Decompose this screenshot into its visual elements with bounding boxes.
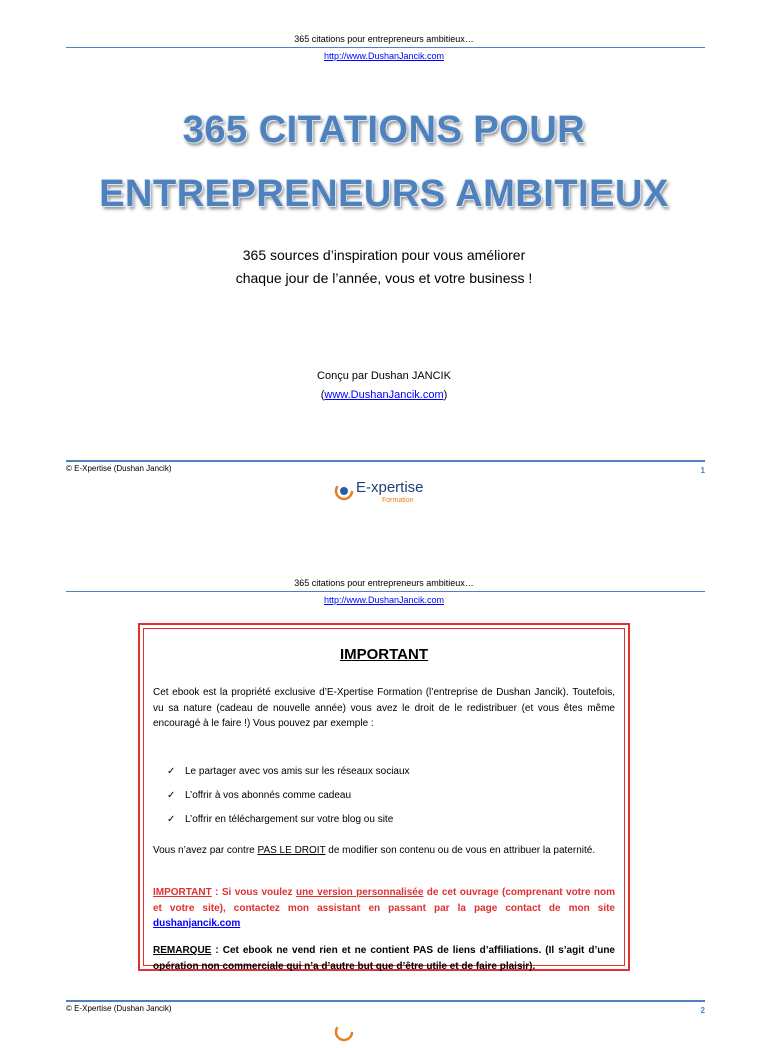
no-rights-text-a: Vous n’avez par contre	[153, 845, 258, 856]
important-box	[138, 623, 630, 971]
remark-paragraph	[153, 943, 615, 974]
list-item-text: L’offrir à vos abonnés comme cadeau	[185, 790, 352, 801]
intro-paragraph: Cet ebook est la propriété exclusive d’E-Xpertise Formation (l’entreprise de Dushan Jancik). Toutefois, vu sa nature (cadeau de nouvelle année) vous avez le droit de le redistribuer (et vous êtes même encouragé à le faire !) Vous pouvez par exemple :	[153, 687, 615, 729]
subtitle	[0, 244, 768, 290]
custom-version-paragraph	[153, 885, 615, 932]
subtitle-line-2: chaque jour de l’année, vous et votre business !	[235, 270, 533, 286]
page-number: 1	[700, 466, 705, 475]
custom-version-text-a: : Si vous voulez	[211, 887, 296, 898]
logo-swirl-icon	[334, 481, 354, 501]
title-line-2: ENTREPRENEURS AMBITIEUX	[99, 173, 669, 215]
header-title: 365 citations pour entrepreneurs ambitieux…	[294, 34, 474, 44]
logo-subtext: Formation	[382, 497, 414, 504]
no-rights-text-b: de modifier son contenu ou de vous en attribuer la paternité.	[325, 845, 596, 856]
site-link[interactable]: dushanjancik.com	[153, 918, 241, 929]
checkmark-icon: ✓	[167, 790, 176, 801]
list-item-text: L’offrir en téléchargement sur votre blog ou site	[185, 814, 394, 825]
header-rule	[66, 47, 705, 48]
header-url	[0, 51, 768, 61]
remark-label: REMARQUE	[153, 945, 212, 956]
footer-copyright: © E-Xpertise (Dushan Jancik)	[66, 464, 172, 473]
header-title: 365 citations pour entrepreneurs ambitieux…	[294, 578, 474, 588]
list-item	[167, 766, 410, 777]
no-rights-paragraph	[153, 843, 615, 859]
footer-copyright: © E-Xpertise (Dushan Jancik)	[66, 1004, 172, 1013]
author-url-line	[0, 389, 768, 401]
page-2	[0, 548, 768, 1024]
header-url-link[interactable]: http://www.DushanJancik.com	[323, 595, 445, 605]
footer-rule	[66, 1000, 705, 1002]
custom-version-text-b: de cet ouvrage (comprenant votre nom et votre site), contactez mon assistant en passant par la page contact de mon site	[153, 887, 615, 914]
header-url-link[interactable]: http://www.DushanJancik.com	[323, 51, 445, 61]
list-item-text: Le partager avec vos amis sur les réseaux sociaux	[185, 766, 410, 777]
custom-version-emphasis: une version personnalisée	[295, 887, 424, 898]
subtitle-line-1: 365 sources d’inspiration pour vous améliorer	[242, 247, 526, 263]
header-url	[0, 595, 768, 605]
checkmark-icon: ✓	[167, 766, 176, 777]
footer-rule	[66, 460, 705, 462]
important-label: IMPORTANT	[153, 887, 212, 898]
author-label: Conçu par Dushan JANCIK	[317, 370, 451, 382]
logo-swirl-icon	[334, 1022, 354, 1042]
author-url-link[interactable]: www.DushanJancik.com	[324, 389, 444, 401]
checkmark-icon: ✓	[167, 814, 176, 825]
paren-open: (	[320, 389, 325, 401]
paren-close: )	[443, 389, 448, 401]
remark-text: : Cet ebook ne vend rien et ne contient PAS de liens d’affiliations. (Il s’agit d’une opération non commerciale qui n’a d’autre but que d’être utile et de faire plaisir).	[153, 945, 615, 972]
title-line-1: 365 CITATIONS POUR	[182, 109, 586, 151]
no-rights-emphasis: PAS LE DROIT	[257, 845, 326, 856]
list-item	[167, 790, 351, 801]
expertise-logo	[334, 477, 444, 507]
list-item	[167, 814, 393, 825]
header-rule	[66, 591, 705, 592]
logo-text: E-xpertise	[356, 479, 424, 496]
page-number: 2	[700, 1006, 705, 1015]
expertise-logo-partial	[334, 1018, 444, 1048]
important-heading: IMPORTANT	[339, 646, 429, 663]
